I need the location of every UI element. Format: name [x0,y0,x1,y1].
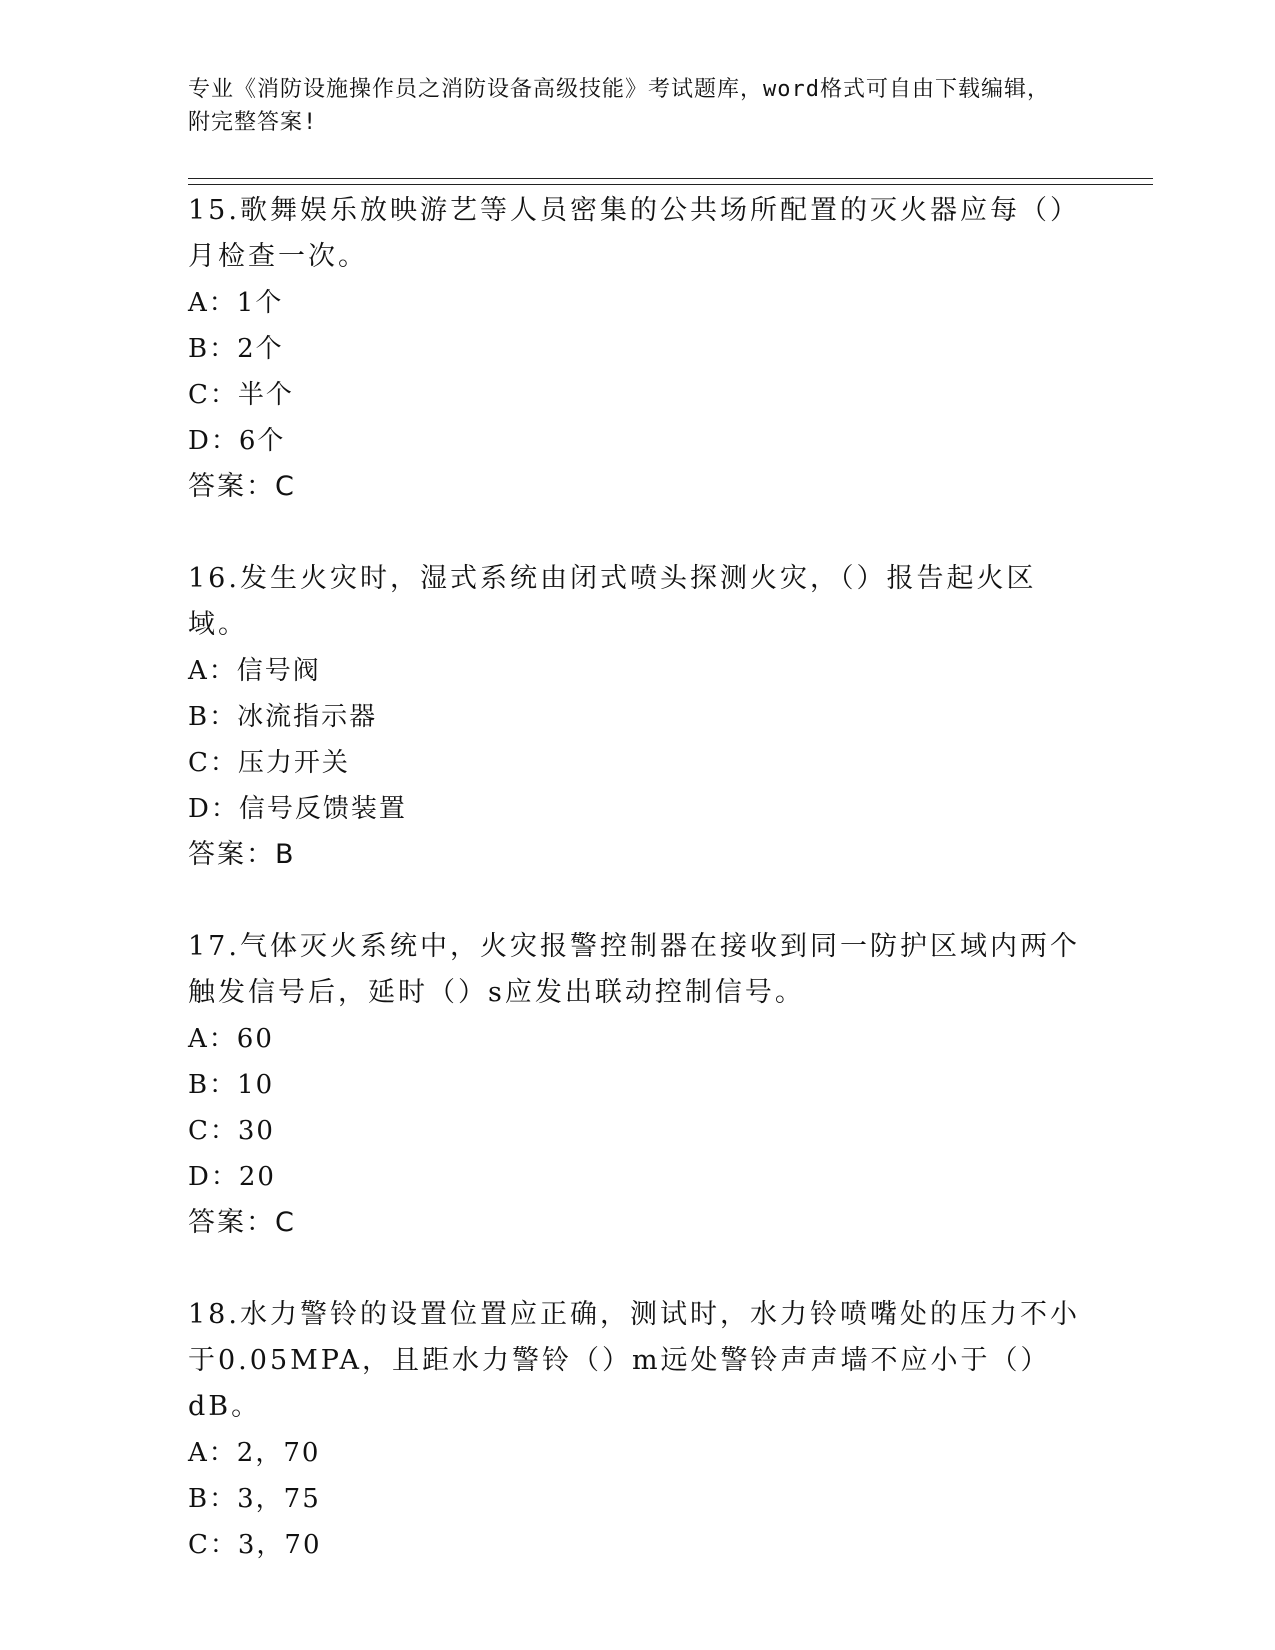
question-18 [188,1292,1088,1568]
document-intro-text: 专业《消防设施操作员之消防设备高级技能》考试题库，word格式可自由下载编辑，附完整答案! [188,77,1050,135]
option-a: A：60 [188,1024,274,1054]
question-answer: 答案：C [188,471,296,502]
question-answer: 答案：C [188,1207,296,1238]
option-a: A：信号阀 [188,656,321,686]
question-17 [188,924,1088,1246]
option-b: B：10 [188,1070,275,1100]
question-stem: 16.发生火灾时，湿式系统由闭式喷头探测火灾，（）报告起火区域。 [188,563,1037,640]
question-stem: 18.水力警铃的设置位置应正确，测试时，水力铃喷嘴处的压力不小于0.05MPA，且距水力警铃（）m远处警铃声声墙不应小于（）dB。 [188,1299,1080,1422]
question-stem: 17.气体灭火系统中，火灾报警控制器在接收到同一防护区域内两个触发信号后，延时（）s应发出联动控制信号。 [188,931,1080,1008]
option-c: C：半个 [188,380,294,410]
header-divider [188,178,1153,185]
option-c: C：压力开关 [188,748,350,778]
option-d: D：信号反馈装置 [188,794,407,824]
option-c: C：30 [188,1116,275,1146]
option-b: B：3，75 [188,1484,321,1514]
option-c: C：3，70 [188,1530,322,1560]
option-b: B：2个 [188,334,284,364]
option-d: D：6个 [188,426,286,456]
question-15 [188,188,1088,510]
option-a: A：1个 [188,288,284,318]
question-stem: 15.歌舞娱乐放映游艺等人员密集的公共场所配置的灭火器应每（）月检查一次。 [188,195,1080,272]
question-16 [188,556,1088,878]
question-answer: 答案：B [188,839,296,870]
question-list [188,188,1088,1614]
option-b: B：冰流指示器 [188,702,378,732]
option-a: A：2，70 [188,1438,321,1468]
option-d: D：20 [188,1162,276,1192]
